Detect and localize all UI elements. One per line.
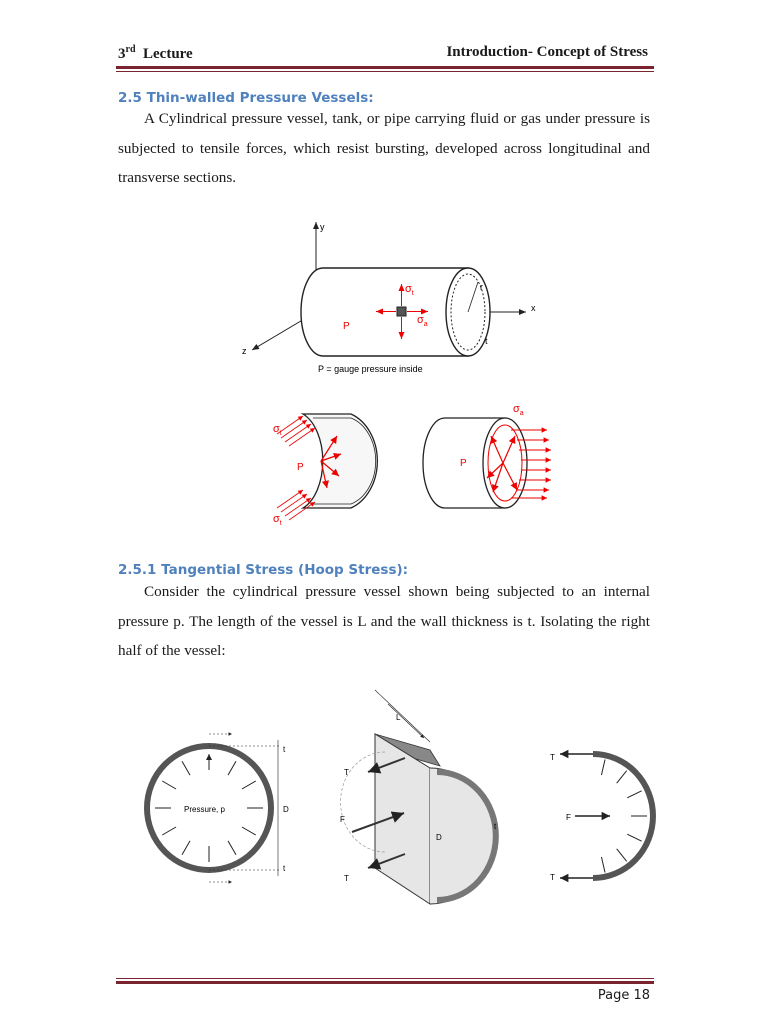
f-right-label: F (566, 813, 571, 822)
header-rule (116, 66, 654, 69)
pressure-arrow (228, 841, 236, 855)
axis-z-label: z (242, 346, 247, 356)
lecture-label (118, 44, 193, 63)
sigma-t-top-label: $\sigma_t$ (273, 423, 282, 437)
page-header (118, 44, 648, 66)
pressure-arrow (182, 761, 190, 775)
thickness-label: t (485, 336, 488, 346)
pressure-arrow (627, 834, 641, 841)
axis-y-label: y (320, 222, 325, 232)
subsection-heading: 2.5.1 Tangential Stress (Hoop Stress): (118, 562, 409, 578)
hoop-stress-figure (140, 682, 660, 907)
lecture-number: 3 (118, 46, 126, 62)
subsection-paragraph-text: Consider the cylindrical pressure vessel shown being subjected to an internal pressure p. The length of the vessel is L and the wall thickness is t. Isolating the right half of the vessel: (118, 583, 650, 659)
pressure-arrow (601, 857, 605, 873)
pressure-arrow (242, 827, 256, 835)
figure-caption: P = gauge pressure inside (318, 364, 423, 374)
pressure-p-label: Pressure, p (184, 805, 225, 814)
subsection-paragraph (118, 577, 650, 666)
stress-distribution-figure (255, 396, 565, 536)
footer-rule (116, 981, 654, 984)
p-left-label: P (297, 462, 304, 473)
diameter-label: D (283, 805, 289, 814)
pressure-arrow (242, 781, 256, 789)
t-right-top-label: T (550, 753, 555, 762)
pressure-arrow (228, 761, 236, 775)
cylinder-figure (228, 212, 578, 382)
stress-element (397, 307, 406, 316)
p-right-label: P (460, 458, 467, 469)
section-heading: 2.5 Thin-walled Pressure Vessels: (118, 90, 374, 106)
pressure-arrow (627, 791, 641, 798)
t-right-bottom-label: T (550, 873, 555, 882)
page-number: Page 18 (597, 988, 650, 1003)
header-rule-thin (116, 71, 654, 72)
t-lower-label: T (344, 874, 349, 883)
d-mid-label: D (436, 833, 442, 842)
lecture-ordinal: rd (125, 44, 136, 55)
t-bottom-label: t (283, 864, 286, 873)
sigma-a-label-2: $\sigma_a$ (513, 403, 524, 417)
t-top-label: t (283, 745, 286, 754)
sigma-t-label: $\sigma_t$ (405, 283, 414, 297)
section-paragraph-text: A Cylindrical pressure vessel, tank, or pipe carrying fluid or gas under pressure is subjected to tensile forces, which resist bursting, developed across longitudinal and transverse sections. (118, 110, 650, 186)
pressure-arrow (162, 781, 176, 789)
pressure-arrow (617, 849, 627, 862)
header-title: Introduction- Concept of Stress (446, 44, 648, 60)
sigma-a-label: $\sigma_a$ (417, 314, 428, 328)
pressure-label: P (343, 321, 350, 332)
t-upper-label: T (344, 768, 349, 777)
t-wall-label: t (494, 822, 497, 831)
radius-label: r (480, 282, 483, 292)
sigma-t-bottom-label: $\sigma_t$ (273, 513, 282, 527)
force-label: F (340, 815, 345, 824)
pressure-arrow (182, 841, 190, 855)
length-label: L (396, 713, 401, 722)
axis-x-label: x (531, 303, 536, 313)
lecture-word: Lecture (143, 46, 193, 62)
pressure-arrow (601, 759, 605, 775)
footer-rule-thin (116, 978, 654, 979)
section-paragraph (118, 104, 650, 193)
pressure-arrow (617, 771, 627, 784)
pressure-arrow (162, 827, 176, 835)
